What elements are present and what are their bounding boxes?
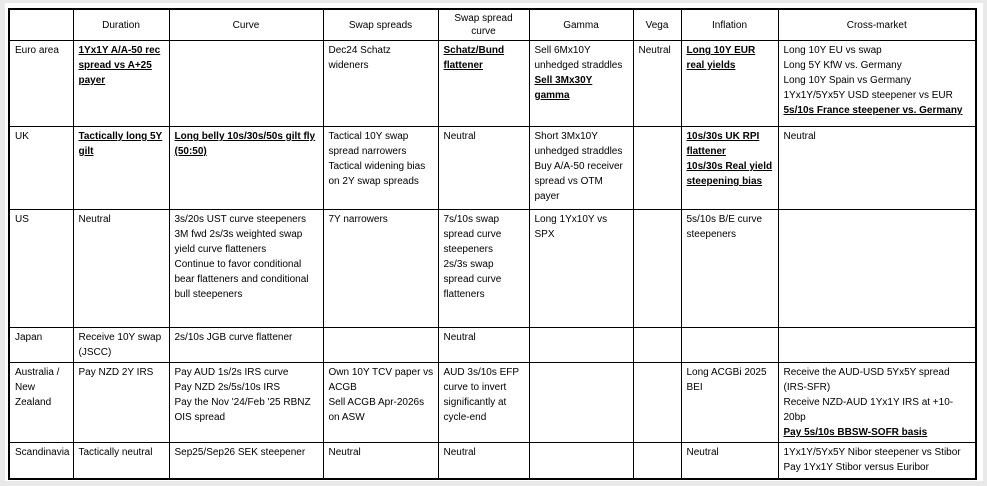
cell-gamma bbox=[529, 363, 633, 443]
cell-swap-spread-curve bbox=[438, 127, 529, 210]
column-header-region bbox=[9, 9, 73, 41]
cell-swap-spreads bbox=[323, 328, 438, 363]
trade-idea-emphasized: Schatz/Bund flattener bbox=[443, 45, 505, 71]
region-label: UK bbox=[9, 127, 73, 210]
cell-inflation bbox=[681, 363, 778, 443]
trade-idea: Tactical 10Y swap spread narrowers bbox=[328, 131, 409, 157]
trade-idea: 5s/10s B/E curve steepeners bbox=[686, 214, 763, 240]
cell-swap-spread-curve bbox=[438, 328, 529, 363]
trade-idea: 2s/10s JGB curve flattener bbox=[174, 332, 293, 343]
region-label: Japan bbox=[9, 328, 73, 363]
cell-duration bbox=[73, 127, 169, 210]
trade-idea: Long 1Yx10Y vs SPX bbox=[534, 214, 608, 240]
trade-idea: Neutral bbox=[443, 447, 476, 458]
cell-curve bbox=[169, 127, 323, 210]
cell-swap-spread-curve bbox=[438, 443, 529, 479]
trade-idea-emphasized: Long 10Y EUR real yields bbox=[686, 45, 756, 71]
trade-idea: Dec24 Schatz wideners bbox=[328, 45, 391, 71]
cell-inflation bbox=[681, 41, 778, 127]
trade-idea: 1Yx1Y/5Yx5Y Nibor steepener vs Stibor bbox=[783, 447, 961, 458]
cell-curve bbox=[169, 443, 323, 479]
table-row-euro-area bbox=[9, 41, 976, 127]
trade-idea: Pay AUD 1s/2s IRS curve bbox=[174, 367, 289, 378]
trade-idea-emphasized: Sell 3Mx30Y gamma bbox=[534, 75, 593, 101]
cell-swap-spreads bbox=[323, 127, 438, 210]
column-header-vega: Vega bbox=[633, 9, 681, 41]
trade-idea: Pay NZD 2Y IRS bbox=[78, 367, 154, 378]
trade-idea: Pay the Nov '24/Feb '25 RBNZ OIS spread bbox=[174, 397, 311, 423]
column-header-curve: Curve bbox=[169, 9, 323, 41]
trade-idea: Neutral bbox=[686, 447, 719, 458]
column-header-cross-market: Cross-market bbox=[778, 9, 976, 41]
cell-cross-market bbox=[778, 363, 976, 443]
trade-idea: Receive NZD-AUD 1Yx1Y IRS at +10-20bp bbox=[783, 397, 954, 423]
trade-idea: 1Yx1Y/5Yx5Y USD steepener vs EUR bbox=[783, 90, 953, 101]
cell-swap-spread-curve bbox=[438, 210, 529, 328]
cell-curve bbox=[169, 210, 323, 328]
table-row-uk bbox=[9, 127, 976, 210]
trade-idea: 7s/10s swap spread curve steepeners bbox=[443, 214, 502, 255]
trade-idea: Sell 6Mx10Y unhedged straddles bbox=[534, 45, 623, 71]
cell-vega bbox=[633, 363, 681, 443]
trade-idea: Long 10Y Spain vs Germany bbox=[783, 75, 912, 86]
document-page bbox=[5, 3, 983, 481]
trade-idea: Long ACGBi 2025 BEI bbox=[686, 367, 767, 393]
trade-idea: Sell ACGB Apr-2026s on ASW bbox=[328, 397, 425, 423]
trade-idea-emphasized: Tactically long 5Y gilt bbox=[78, 131, 163, 157]
cell-swap-spreads bbox=[323, 41, 438, 127]
cell-duration bbox=[73, 443, 169, 479]
cell-swap-spread-curve bbox=[438, 363, 529, 443]
table-row-japan bbox=[9, 328, 976, 363]
cell-cross-market bbox=[778, 127, 976, 210]
column-header-inflation: Inflation bbox=[681, 9, 778, 41]
cell-gamma bbox=[529, 127, 633, 210]
cell-curve bbox=[169, 328, 323, 363]
table-header-row bbox=[9, 9, 976, 41]
trade-idea: Long 5Y KfW vs. Germany bbox=[783, 60, 902, 71]
trade-idea: 2s/3s swap spread curve flatteners bbox=[443, 259, 502, 300]
cell-duration bbox=[73, 41, 169, 127]
region-label: Scandinavia bbox=[9, 443, 73, 479]
cell-vega bbox=[633, 210, 681, 328]
cell-duration bbox=[73, 328, 169, 363]
trade-idea: Neutral bbox=[328, 447, 361, 458]
trade-idea: 7Y narrowers bbox=[328, 214, 388, 225]
cell-gamma bbox=[529, 328, 633, 363]
trade-idea: Sep25/Sep26 SEK steepener bbox=[174, 447, 306, 458]
region-label: US bbox=[9, 210, 73, 328]
trade-idea: AUD 3s/10s EFP curve to invert significantly at cycle-end bbox=[443, 367, 519, 423]
cell-vega bbox=[633, 443, 681, 479]
trade-idea: Long 10Y EU vs swap bbox=[783, 45, 882, 56]
trade-idea: Own 10Y TCV paper vs ACGB bbox=[328, 367, 434, 393]
trade-idea: 3s/20s UST curve steepeners bbox=[174, 214, 307, 225]
cell-inflation bbox=[681, 210, 778, 328]
cell-cross-market bbox=[778, 210, 976, 328]
cell-inflation bbox=[681, 443, 778, 479]
trade-idea: Receive the AUD-USD 5Yx5Y spread (IRS-SFR) bbox=[783, 367, 950, 393]
cell-gamma bbox=[529, 443, 633, 479]
trade-idea-emphasized: 10s/30s UK RPI flattener bbox=[686, 131, 760, 157]
trade-idea: 3M fwd 2s/3s weighted swap yield curve flatteners bbox=[174, 229, 303, 255]
table-row-scandinavia bbox=[9, 443, 976, 479]
trade-idea-emphasized: 5s/10s France steepener vs. Germany bbox=[783, 105, 963, 116]
cell-gamma bbox=[529, 41, 633, 127]
trade-idea-emphasized: 1Yx1Y A/A-50 rec spread vs A+25 payer bbox=[78, 45, 161, 86]
trade-idea: Pay 1Yx1Y Stibor versus Euribor bbox=[783, 462, 929, 473]
table-row-australia-new-zealand bbox=[9, 363, 976, 443]
trade-idea: Tactically neutral bbox=[78, 447, 153, 458]
region-label: Australia / New Zealand bbox=[9, 363, 73, 443]
column-header-duration: Duration bbox=[73, 9, 169, 41]
trade-idea: Pay NZD 2s/5s/10s IRS bbox=[174, 382, 281, 393]
cell-inflation bbox=[681, 127, 778, 210]
cell-vega bbox=[633, 127, 681, 210]
cell-gamma bbox=[529, 210, 633, 328]
cell-cross-market bbox=[778, 443, 976, 479]
cell-vega bbox=[633, 328, 681, 363]
cell-swap-spreads bbox=[323, 443, 438, 479]
cell-cross-market bbox=[778, 41, 976, 127]
column-header-gamma: Gamma bbox=[529, 9, 633, 41]
trade-idea: Neutral bbox=[78, 214, 111, 225]
column-header-swap-spreads: Swap spreads bbox=[323, 9, 438, 41]
trade-idea-emphasized: Long belly 10s/30s/50s gilt fly (50:50) bbox=[174, 131, 316, 157]
cell-curve bbox=[169, 363, 323, 443]
cell-swap-spread-curve bbox=[438, 41, 529, 127]
trade-idea-emphasized: 10s/30s Real yield steepening bias bbox=[686, 161, 773, 187]
table-row-us bbox=[9, 210, 976, 328]
trade-idea: Buy A/A-50 receiver spread vs OTM payer bbox=[534, 161, 623, 202]
cell-duration bbox=[73, 210, 169, 328]
region-label: Euro area bbox=[9, 41, 73, 127]
trade-idea: Receive 10Y swap (JSCC) bbox=[78, 332, 162, 358]
trade-idea: Neutral bbox=[443, 131, 476, 142]
trade-idea: Continue to favor conditional bear flatteners and conditional bull steepeners bbox=[174, 259, 309, 300]
cell-swap-spreads bbox=[323, 363, 438, 443]
trade-recommendations-table bbox=[8, 8, 977, 480]
trade-idea: Neutral bbox=[638, 45, 671, 56]
cell-cross-market bbox=[778, 328, 976, 363]
cell-vega bbox=[633, 41, 681, 127]
cell-curve bbox=[169, 41, 323, 127]
trade-idea: Neutral bbox=[783, 131, 816, 142]
cell-swap-spreads bbox=[323, 210, 438, 328]
trade-idea-emphasized: Pay 5s/10s BBSW-SOFR basis bbox=[783, 427, 928, 438]
cell-inflation bbox=[681, 328, 778, 363]
trade-idea: Short 3Mx10Y unhedged straddles bbox=[534, 131, 623, 157]
cell-duration bbox=[73, 363, 169, 443]
column-header-swap-spread-curve: Swap spread curve bbox=[438, 9, 529, 41]
trade-idea: Tactical widening bias on 2Y swap spreads bbox=[328, 161, 426, 187]
trade-idea: Neutral bbox=[443, 332, 476, 343]
